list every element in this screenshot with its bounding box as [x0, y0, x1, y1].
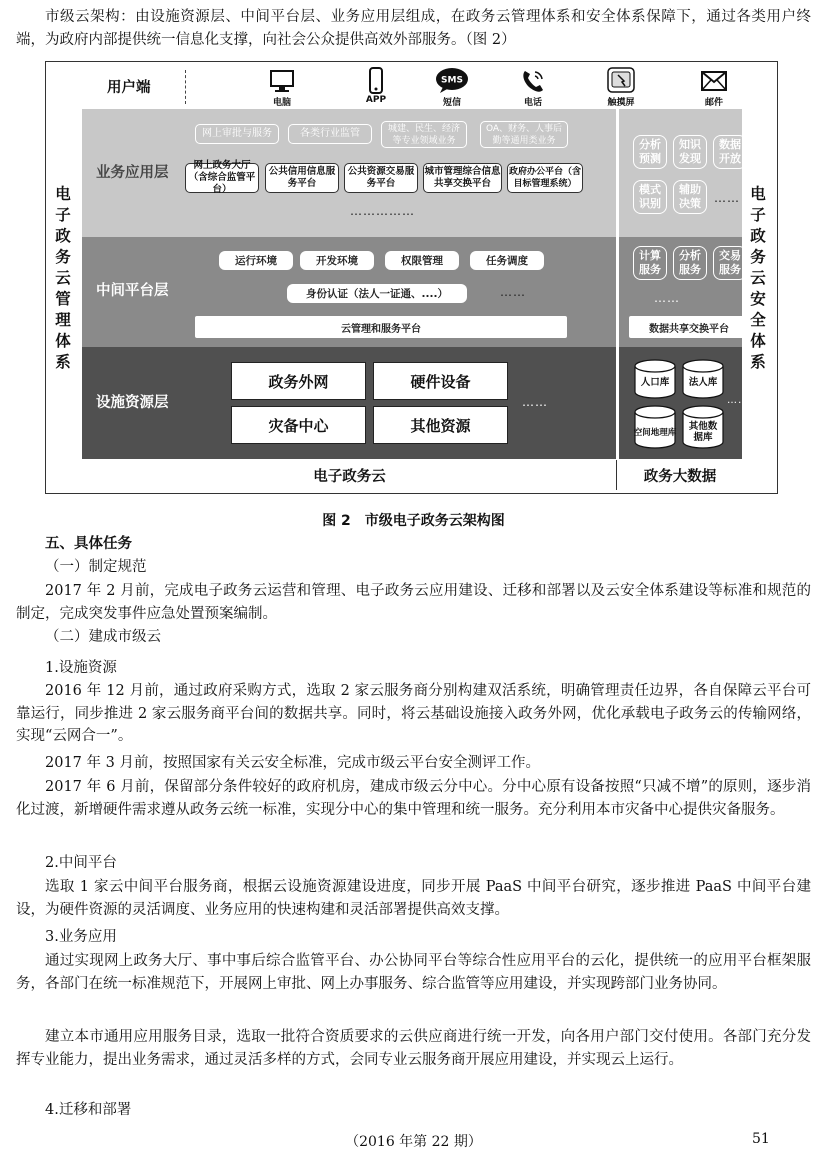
user-layer: [82, 64, 742, 108]
bigdata-capability: 模式识别: [633, 180, 667, 214]
app-category-pill: 网上审批与服务: [195, 124, 279, 144]
mail-icon: [700, 70, 728, 92]
management-system-label: 电子政务云管理体系: [55, 185, 71, 371]
paragraph: 2017 年 3 月前，按照国家有关云安全标准，完成市级云平台安全测评工作。: [45, 755, 540, 771]
paragraph: 建立本市通用应用服务目录，选取一批符合资质要求的云供应商进行统一开发，向各用户部门交付使用。各部门充分发挥专业能力，提出业务需求，通过灵活多样的方式，会同专业云服务商开展应用建设，并实现云上运行。: [16, 1029, 811, 1068]
identity-auth-pill: 身份认证（法人一证通、....）: [287, 284, 467, 303]
data-exchange-platform: 数据共享交换平台: [629, 316, 749, 338]
app-category-pill: 城建、民生、经济等专业领域业务: [381, 121, 467, 148]
section-title: 五、具体任务: [45, 535, 132, 552]
infra-resource-box: 硬件设备: [373, 362, 508, 400]
app-category-pill: OA、财务、人事后勤等通用类业务: [480, 121, 568, 148]
item-title: 2.中间平台: [45, 855, 117, 871]
bigdata-app-zone: [616, 109, 745, 237]
phone-app-icon: [368, 67, 384, 95]
infra-resource-box: 政务外网: [231, 362, 366, 400]
app-platform-box: 公共信用信息服务平台: [265, 163, 339, 193]
infra-resource-box: 灾备中心: [231, 406, 366, 444]
database-icon: [633, 405, 677, 449]
subsection-title: （二）建成市级云: [45, 629, 161, 645]
bigdata-db-zone: [616, 347, 749, 459]
paragraph: 2016 年 12 月前，通过政府采购方式，选取 2 家云服务商分别构建双活系统，明确管理责任边界，各自保障云平台可靠运行，同步推进 2 家云服务商平台间的数据共享。同时，将云基础设施接入政务外网，优化承载电子政务云的传输网络，实现“云网合一”。: [16, 683, 811, 744]
paragraph: 选取 1 家云中间平台服务商，根据云设施资源建设进度，同步开展 PaaS 中间平台研究，逐步推进 PaaS 中间平台建设，为硬件资源的灵活调度、业务应用的快速构建和灵活部署提供高效支撑。: [16, 879, 811, 918]
middle-service-pill: 运行环境: [219, 251, 293, 270]
infra-resource-box: 其他资源: [373, 406, 508, 444]
ellipsis: ……: [654, 291, 680, 305]
gov-bigdata-label: 政务大数据: [616, 460, 743, 490]
sms-icon: [435, 67, 469, 94]
user-layer-label: 用户端: [107, 80, 151, 96]
telephone-icon: [520, 68, 546, 94]
svg-text:SMS: SMS: [441, 75, 463, 86]
ellipsis: ……: [714, 191, 740, 205]
infra-layer: [82, 347, 749, 459]
touchscreen-icon: [606, 66, 636, 94]
subsection-title: （一）制定规范: [45, 559, 147, 575]
app-platform-box: 城市管理综合信息共享交换平台: [423, 163, 502, 193]
bigdata-capability: 辅助决策: [673, 180, 707, 214]
middle-service-pill: 权限管理: [385, 251, 459, 270]
egov-cloud-label: 电子政务云: [313, 468, 386, 485]
app-layer-label: 业务应用层: [96, 165, 169, 181]
app-platform-box: 网上政务大厅（含综合监管平台）: [185, 163, 259, 193]
app-platform-box: 政府办公平台（含目标管理系统）: [507, 163, 583, 193]
bigdata-capability: 知识发现: [673, 135, 707, 169]
item-title: 1.设施资源: [45, 660, 117, 676]
icon-label: 电脑: [272, 98, 291, 108]
icon-label: 短信: [442, 98, 461, 108]
bigdata-service: 计算服务: [633, 246, 667, 280]
app-layer: [82, 109, 742, 237]
paragraph: 通过实现网上政务大厅、事中事后综合监管平台、办公协同平台等综合性应用平台的云化，提供统一的应用平台框架服务，各部门在统一标准规范下，开展网上审批、网上办事服务、综合监管等应用建设，并实现跨部门业务协同。: [16, 953, 811, 992]
icon-label: APP: [365, 95, 387, 105]
infra-layer-label: 设施资源层: [96, 395, 169, 411]
bigdata-middle-zone: [616, 237, 745, 347]
cloud-management-platform: 云管理和服务平台: [195, 316, 567, 338]
middle-layer-label: 中间平台层: [96, 283, 169, 299]
item-title: 4.迁移和部署: [45, 1102, 132, 1118]
middle-layer: [82, 237, 742, 347]
computer-icon: [269, 69, 295, 93]
page-number: 51: [752, 1131, 770, 1147]
icon-label: 触摸屏: [607, 98, 635, 108]
footer-issue: （2016 年第 22 期）: [345, 1134, 482, 1150]
security-system-label: 电子政务云安全体系: [750, 185, 766, 371]
bigdata-capability: 数据开放: [713, 135, 747, 169]
ellipsis: ……: [522, 395, 548, 409]
intro-paragraph: 市级云架构：由设施资源层、中间平台层、业务应用层组成，在政务云管理体系和安全体系保障下，通过各类用户终端，为政府内部提供统一信息化支撑，向社会公众提供高效外部服务。（图 2）: [16, 9, 811, 48]
bigdata-service: 分析服务: [673, 246, 707, 280]
item-title: 3.业务应用: [45, 929, 117, 945]
database-label: 法人库: [688, 377, 718, 388]
figure-caption: 图 2 市级电子政务云架构图: [322, 513, 505, 529]
app-platform-box: 公共资源交易服务平台: [344, 163, 418, 193]
bigdata-capability: 分析预测: [633, 135, 667, 169]
database-label: 其他数据库: [688, 421, 718, 443]
middle-service-pill: 开发环境: [300, 251, 374, 270]
ellipsis: ……: [500, 285, 526, 299]
icon-label: 邮件: [704, 98, 723, 108]
app-category-pill: 各类行业监管: [288, 124, 372, 144]
icon-label: 电话: [523, 98, 542, 108]
bigdata-service: 交易服务: [713, 246, 747, 280]
paragraph: 2017 年 2 月前，完成电子政务云运营和管理、电子政务云应用建设、迁移和部署以及云安全体系建设等标准和规范的制定，完成突发事件应急处置预案编制。: [16, 583, 811, 622]
database-label: 空间地理库: [633, 428, 677, 438]
architecture-diagram: [45, 61, 778, 494]
ellipsis: ……………: [350, 204, 415, 218]
divider: [185, 70, 186, 104]
middle-service-pill: 任务调度: [470, 251, 544, 270]
database-label: 人口库: [640, 377, 670, 388]
ellipsis: ……: [727, 395, 749, 406]
paragraph: 2017 年 6 月前，保留部分条件较好的政府机房，建成市级云分中心。分中心原有设备按照“只减不增”的原则，逐步消化过渡，新增硬件需求遵从政务云统一标准，实现分中心的集中管理和统一服务。充分利用本市灾备中心提供灾备服务。: [16, 779, 811, 818]
